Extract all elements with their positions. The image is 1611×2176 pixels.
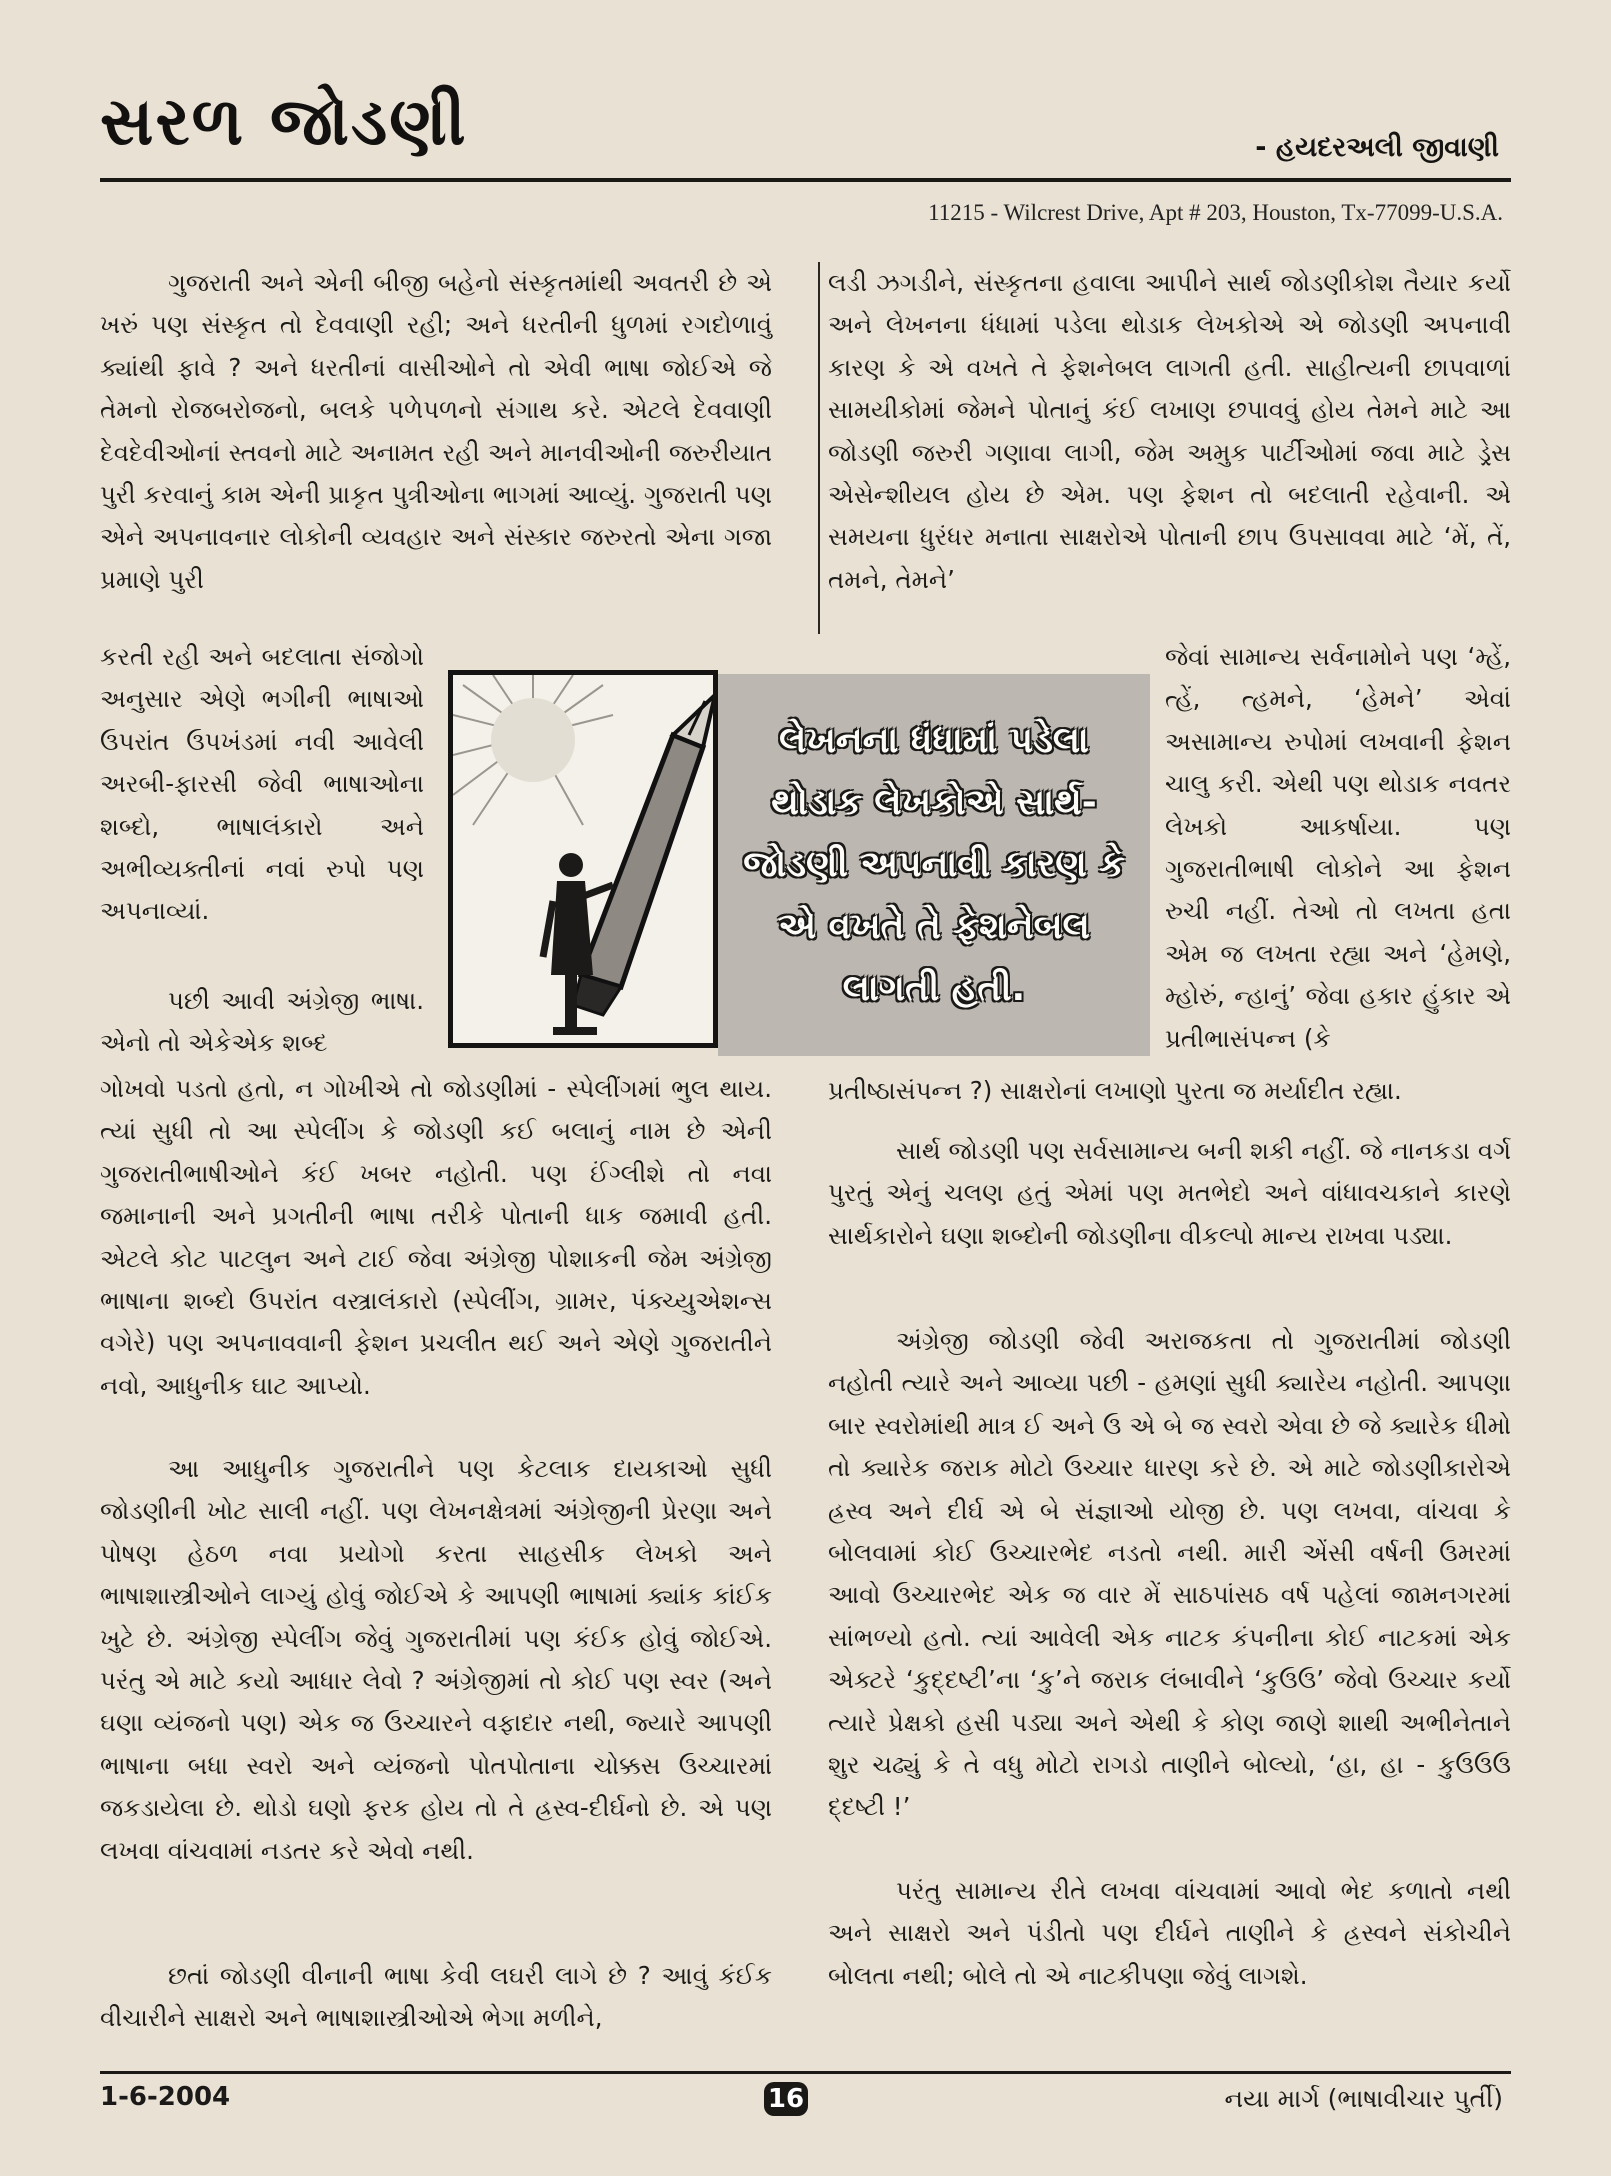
left-paragraph-1-wrap: કરતી રહી અને બદલાતા સંજોગો અનુસાર એણે ભગીની ભાષાઓ ઉપરાંત ઉપખંડમાં નવી આવેલી અરબી-ફારસી જેવી ભાષાઓના શબ્દો, ભાષાલંકારો અને અભીવ્યક્તીનાં નવાં રુપો પણ અપનાવ્યાં. — [100, 642, 424, 926]
publication-name: નયા માર્ગ (ભાષાવીચાર પુર્તી) — [1224, 2084, 1503, 2113]
left-paragraph-3: આ આધુનીક ગુજરાતીને પણ કેટલાક દાયકાઓ સુધી જોડણીની ખોટ સાલી નહીં. પણ લેખનક્ષેત્રમાં અંગ્રેજીની પ્રેરણા અને પોષણ હેઠળ નવા પ્રયોગો કરતા સાહસીક લેખકો અને ભાષાશાસ્ત્રીઓને લાગ્યું હોવું જોઈએ કે આપણી ભાષામાં ક્યાંક કાંઈક ખુટે છે. અંગ્રેજી સ્પેલીંગ જેવું ગુજરાતીમાં પણ કંઈક હોવું જોઈએ. પરંતુ એ માટે કયો આધાર લેવો ? અંગ્રેજીમાં તો કોઈ પણ સ્વર (અને ઘણા વ્યંજનો પણ) એક જ ઉચ્ચારને વફાદાર નથી, જ્યારે આપણી ભાષાના બધા સ્વરો અને વ્યંજનો પોતપોતાના ચોક્કસ ઉચ્ચારમાં જકડાયેલા છે. થોડો ઘણો ફરક હોય તો તે હ્રસ્વ-દીર્ઘનો છે. એ પણ લખવા વાંચવામાં નડતર કરે એવો નથી. — [100, 1454, 772, 1865]
column-divider — [818, 262, 820, 634]
right-paragraph-2: સાર્થ જોડણી પણ સર્વસામાન્ય બની શકી નહીં. જે નાનકડા વર્ગ પુરતું એનું ચલણ હતું એમાં પણ મતભેદો અને વાંધાવચકાને કારણે સાર્થકારોને ઘણા શબ્દોની જોડણીના વીકલ્પો માન્ય રાખવા પડ્યા. — [828, 1136, 1511, 1250]
right-paragraph-1: લડી ઝગડીને, સંસ્કૃતના હવાલા આપીને સાર્થ જોડણીકોશ તૈયાર કર્યો અને લેખનના ધંધામાં પડેલા થોડાક લેખકોએ એ જોડણી અપનાવી કારણ કે એ વખતે તે ફેશનેબલ લાગતી હતી. સાહીત્યની છાપવાળાં સામયીકોમાં જેમને પોતાનું કંઈ લખાણ છપાવવું હોય તેમને માટે આ જોડણી જરુરી ગણાવા લાગી, જેમ અમુક પાર્ટીઓમાં જવા માટે ડ્રેસ એસેન્શીયલ હોય છે એમ. પણ ફેશન તો બદલાતી રહેવાની. એ સમયના ધુરંધર મનાતા સાક્ષરોએ પોતાની છાપ ઉપસાવવા માટે ‘મેં, તેં, તમને, તેમને’ — [828, 268, 1511, 594]
issue-date: 1-6-2004 — [100, 2082, 231, 2112]
right-paragraph-1-wrap: જેવાં સામાન્ય સર્વનામોને પણ ‘મ્હેં, ત્હેં, ત્હમને, ‘હેમને’ એવાં અસામાન્ય રુપોમાં લખવાની ફેશન ચાલુ કરી. એથી પણ થોડાક નવતર લેખકો આકર્ષાયા. પણ ગુજરાતીભાષી લોકોને આ ફેશન રુચી નહીં. તેઓ તો લખતા હતા એમ જ લખતા રહ્યા અને ‘હેમણે, મ્હોરું, ન્હાનું’ જેવા હકાર હુંકાર એ પ્રતીભાસંપન્ન (કે — [1165, 642, 1511, 1053]
pull-quote-text: લેખનના ધંધામાં પડેલા થોડાક લેખકોએ સાર્થ-જોડણી અપનાવી કારણ કે એ વખતે તે ફેશનેબલ લાગતી હતી. — [743, 720, 1125, 1009]
left-paragraph-2-rest: ગોખવો પડતો હતો, ન ગોખીએ તો જોડણીમાં - સ્પેલીંગમાં ભુલ થાય. ત્યાં સુધી તો આ સ્પેલીંગ કે જોડણી કઈ બલાનું નામ છે એની ગુજરાતીભાષીઓને કંઈ ખબર નહોતી. પણ ઈંગ્લીશે તો નવા જમાનાની અને પ્રગતીની ભાષા તરીકે પોતાની ધાક જમાવી હતી. એટલે કોટ પાટલુન અને ટાઈ જેવા અંગ્રેજી પોશાકની જેમ અંગ્રેજી ભાષાના શબ્દો ઉપરાંત વસ્ત્રાલંકારો (સ્પેલીંગ, ગ્રામર, પંક્ચ્યુએશન્સ વગેરે) પણ અપનાવવાની ફેશન પ્રચલીત થઈ અને એણે ગુજરાતીને નવો, આધુનીક ઘાટ આપ્યો. — [100, 1074, 772, 1400]
writer-with-fountain-pen-icon — [453, 675, 713, 1043]
author-address: 11215 - Wilcrest Drive, Apt # 203, Houston, Tx-77099-U.S.A. — [928, 200, 1503, 225]
left-paragraph-1: ગુજરાતી અને એની બીજી બહેનો સંસ્કૃતમાંથી અવતરી છે એ ખરું પણ સંસ્કૃત તો દેવવાણી રહી; અને ધરતીની ધુળમાં રગદોળાવું ક્યાંથી ફાવે ? અને ધરતીનાં વાસીઓને તો એવી ભાષા જોઈએ જે તેમનો રોજબરોજનો, બલકે પળેપળનો સંગાથ કરે. એટલે દેવવાણી દેવદેવીઓનાં સ્તવનો માટે અનામત રહી અને માનવીઓની જરુરીયાત પુરી કરવાનું કામ એની પ્રાકૃત પુત્રીઓના ભાગમાં આવ્યું. ગુજરાતી પણ એને અપનાવનાર લોકોની વ્યવહાર અને સંસ્કાર જરુરતો એના ગજા પ્રમાણે પુરી — [100, 268, 772, 594]
right-paragraph-3: અંગ્રેજી જોડણી જેવી અરાજકતા તો ગુજરાતીમાં જોડણી નહોતી ત્યારે અને આવ્યા પછી - હમણાં સુધી ક્યારેય નહોતી. આપણા બાર સ્વરોમાંથી માત્ર ઈ અને ઉ એ બે જ સ્વરો એવા છે જે ક્યારેક ધીમો તો ક્યારેક જરાક મોટો ઉચ્ચાર ધારણ કરે છે. એ માટે જોડણીકારોએ હ્રસ્વ અને દીર્ઘ એ બે સંજ્ઞાઓ યોજી છે. પણ લખવા, વાંચવા કે બોલવામાં કોઈ ઉચ્ચારભેદ નડતો નથી. મારી એંસી વર્ષની ઉમરમાં આવો ઉચ્ચારભેદ એક જ વાર મેં સાઠપાંસઠ વર્ષ પહેલાં જામનગરમાં સાંભળ્યો હતો. ત્યાં આવેલી એક નાટક કંપનીના કોઈ નાટકમાં એક એક્ટરે ‘કુદ્દષ્ટી’ના ‘કુ’ને જરાક લંબાવીને ‘કુઉઉ’ જેવો ઉચ્ચાર કર્યો ત્યારે પ્રેક્ષકો હસી પડ્યા અને એથી કે કોણ જાણે શાથી અભીનેતાને શુર ચઢ્યું કે તે વધુ મોટો રાગડો તાણીને બોલ્યો, ‘હા, હા - કુઉઉઉ દ્દષ્ટી !’ — [828, 1326, 1511, 1822]
header-rule — [100, 178, 1511, 182]
article-title: સરળ જોડણી — [100, 83, 468, 160]
article-author: - હયદરઅલી જીવાણી — [1255, 132, 1499, 163]
left-paragraph-2-start: પછી આવી અંગ્રેજી ભાષા. એનો તો એકેએક શબ્દ — [100, 986, 424, 1058]
footer-rule — [100, 2071, 1511, 2074]
page-number: 16 — [764, 2082, 808, 2116]
left-paragraph-4: છતાં જોડણી વીનાની ભાષા કેવી લઘરી લાગે છે ? આવું કંઈક વીચારીને સાક્ષરો અને ભાષાશાસ્ત્રીઓએ ભેગા મળીને, — [100, 1961, 772, 2033]
pull-quote-box — [718, 674, 1150, 1056]
right-paragraph-1-rest: પ્રતીષ્ઠાસંપન્ન ?) સાક્ષરોનાં લખાણો પુરતા જ મર્યાદીત રહ્યા. — [828, 1076, 1402, 1105]
writer-pen-illustration — [448, 670, 718, 1048]
right-paragraph-4: પરંતુ સામાન્ય રીતે લખવા વાંચવામાં આવો ભેદ કળાતો નથી અને સાક્ષરો અને પંડીતો પણ દીર્ઘને તાણીને કે હ્રસ્વને સંકોચીને બોલતા નથી; બોલે તો એ નાટકીપણા જેવું લાગશે. — [828, 1876, 1511, 1990]
